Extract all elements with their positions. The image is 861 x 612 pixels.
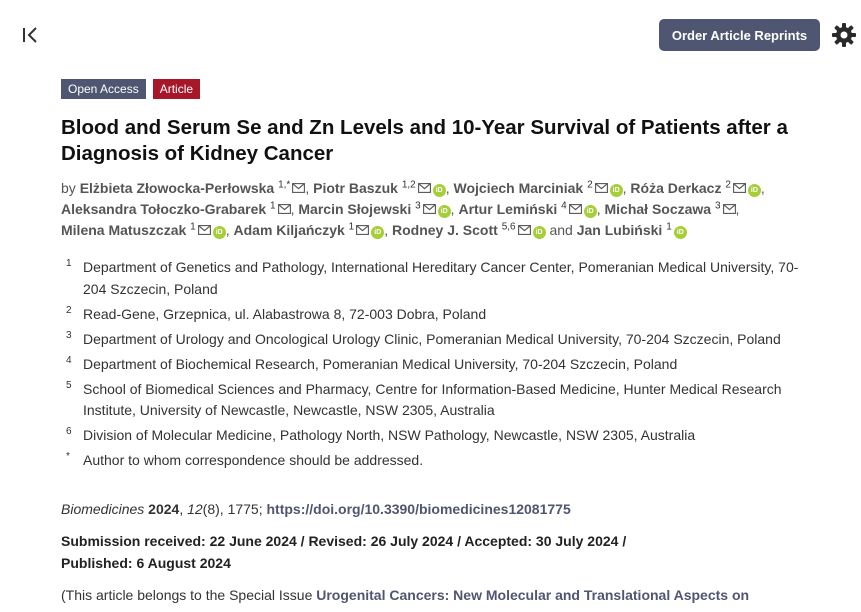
publication-dates: Submission received: 22 June 2024 / Revised: 26 July 2024 / Accepted: 30 July 2024 / Published: 6 August 2024 <box>61 532 627 571</box>
citation-volume: 12 <box>187 500 203 517</box>
doi-link[interactable]: https://doi.org/10.3390/biomedicines12081775 <box>266 500 571 517</box>
affiliation-item <box>66 304 816 326</box>
mail-icon[interactable] <box>723 199 736 220</box>
affiliation-number: 1 <box>66 258 72 269</box>
open-access-badge[interactable]: Open Access <box>61 79 146 99</box>
order-reprints-button[interactable]: Order Article Reprints <box>659 19 820 51</box>
author-affiliation-sup: 1,* <box>278 179 291 191</box>
mail-icon[interactable] <box>423 199 436 220</box>
citation-pages: , 1775; <box>219 500 267 517</box>
affiliation-item <box>66 329 816 351</box>
affiliation-number: 3 <box>66 329 72 341</box>
author-entry <box>605 201 736 217</box>
author-affiliation-sup: 4 <box>561 200 567 212</box>
orcid-icon[interactable]: iD <box>433 184 446 197</box>
affiliation-item <box>66 354 816 376</box>
author-entry <box>630 180 761 196</box>
mail-icon[interactable] <box>733 178 746 199</box>
mail-icon[interactable] <box>569 199 582 220</box>
mail-icon[interactable] <box>198 220 211 241</box>
mail-icon[interactable] <box>518 220 531 241</box>
collapse-left-icon[interactable] <box>20 24 42 46</box>
author-name[interactable]: Marcin Słojewski <box>298 201 412 217</box>
special-issue-prefix: (This article belongs to the Special Issue <box>61 586 317 603</box>
and-label: and <box>549 222 573 238</box>
affiliation-number: * <box>66 451 70 462</box>
author-name[interactable]: Wojciech Marciniak <box>453 180 584 196</box>
affiliation-list <box>61 257 816 472</box>
special-issue-link[interactable]: Urogenital Cancers: New Molecular and Translational Aspects on <box>316 586 750 603</box>
author-affiliation-sup: 1,2 <box>401 179 416 191</box>
affiliation-item <box>66 379 816 422</box>
mail-icon[interactable] <box>278 199 291 220</box>
author-name[interactable]: Milena Matuszczak <box>61 222 187 238</box>
citation-issue: (8) <box>202 500 220 517</box>
orcid-icon[interactable]: iD <box>748 184 761 197</box>
author-name[interactable]: Aleksandra Tołoczko-Grabarek <box>61 201 267 217</box>
author-name[interactable]: Jan Lubiński <box>576 222 663 238</box>
author-name[interactable]: Artur Lemiński <box>458 201 558 217</box>
article-type-badge: Article <box>153 79 200 99</box>
citation-line: Biomedicines 2024, 12(8), 1775; https://doi.org/10.3390/biomedicines12081775 <box>61 500 571 517</box>
author-entry <box>234 222 385 238</box>
author-affiliation-sup: 1 <box>348 221 355 233</box>
article-badges <box>61 79 821 99</box>
affiliation-text: Author to whom correspondence should be addressed. <box>83 452 424 468</box>
author-entry <box>392 222 546 238</box>
affiliation-item <box>66 257 816 300</box>
author-affiliation-sup: 3 <box>415 200 421 212</box>
author-entry <box>61 201 291 217</box>
author-name[interactable]: Michał Soczawa <box>604 201 712 217</box>
author-name[interactable]: Rodney J. Scott <box>392 222 498 238</box>
author-affiliation-sup: 2 <box>725 179 731 191</box>
orcid-icon[interactable]: iD <box>371 226 384 239</box>
author-entry <box>298 201 450 217</box>
affiliation-number: 2 <box>66 304 72 316</box>
author-name[interactable]: Elżbieta Złowocka-Perłowska <box>79 180 275 196</box>
orcid-icon[interactable]: iD <box>584 205 597 218</box>
mail-icon[interactable] <box>595 178 608 199</box>
affiliation-item <box>66 450 816 472</box>
author-affiliation-sup: 3 <box>714 200 721 212</box>
mail-icon[interactable] <box>292 178 305 199</box>
special-issue-note <box>61 587 821 603</box>
author-affiliation-sup: 1 <box>270 200 276 212</box>
affiliation-text: Department of Urology and Oncological Urology Clinic, Pomeranian Medical University, 70-204 Szczecin, Poland <box>83 330 781 347</box>
author-entry <box>80 180 306 196</box>
author-name[interactable]: Adam Kiljańczyk <box>233 222 345 238</box>
mail-icon[interactable] <box>418 178 431 199</box>
journal-name: Biomedicines <box>61 500 145 517</box>
affiliation-number: 6 <box>66 426 72 437</box>
author-name[interactable]: Piotr Baszuk <box>313 180 398 196</box>
article-title: Blood and Serum Se and Zn Levels and 10-Year Survival of Patients after a Diagnosis of Kidney Cancer <box>61 116 788 165</box>
author-list: by Elżbieta Złowocka-Perłowska $^{1,*}$ , Piotr Baszuk $^{1,2}$iD , Wojciech Marciniak $^2$iD , Róża Derkacz $^2$iD , Aleksandra Tołoczko-Grabarek $^1$ , Marcin Słojewski $^3$iD , Artur Lemiński $^4$iD , Michał Soczawa $^3$ , Milena Matuszczak $^1$iD , Adam Kiljańczyk $^1$iD , Rodney J. Scott $^{5,6}$iD and Jan Lubiński $^1$iD <box>61 178 816 241</box>
affiliation-number: 5 <box>66 379 72 391</box>
author-entry <box>577 222 687 238</box>
affiliation-text: Division of Molecular Medicine, Pathology North, NSW Pathology, Newcastle, NSW 2305, Australia <box>83 427 696 443</box>
author-affiliation-sup: 1 <box>666 221 672 233</box>
orcid-icon[interactable]: iD <box>438 205 451 218</box>
author-affiliation-sup: 1 <box>190 221 196 233</box>
orcid-icon[interactable]: iD <box>674 226 687 239</box>
by-label: by <box>61 180 76 196</box>
author-affiliation-sup: 2 <box>587 179 593 191</box>
author-entry <box>313 180 446 196</box>
orcid-icon[interactable]: iD <box>213 226 226 239</box>
affiliation-text: Read-Gene, Grzepnica, ul. Alabastrowa 8, 72-003 Dobra, Poland <box>83 305 487 322</box>
orcid-icon[interactable]: iD <box>610 184 623 197</box>
affiliation-item <box>66 425 816 447</box>
article-header <box>61 79 821 603</box>
affiliation-text: Department of Biochemical Research, Pomeranian Medical University, 70-204 Szczecin, Poland <box>83 355 678 372</box>
gear-icon[interactable] <box>831 22 857 48</box>
affiliation-text: School of Biomedical Sciences and Pharmacy, Centre for Information-Based Medicine, Hunter Medical Research Institute, University of Newcastle, Newcastle, NSW 2305, Australia <box>83 380 782 418</box>
affiliation-text: Department of Genetics and Pathology, International Hereditary Cancer Center, Pomeranian Medical University, 70-204 Szczecin, Poland <box>83 259 799 297</box>
affiliation-number: 4 <box>66 354 72 366</box>
author-entry <box>61 222 226 238</box>
author-entry <box>454 180 623 196</box>
mail-icon[interactable] <box>356 220 369 241</box>
author-entry <box>458 201 596 217</box>
citation-year: 2024 <box>148 500 180 517</box>
orcid-icon[interactable]: iD <box>533 226 546 239</box>
author-affiliation-sup: 5,6 <box>501 221 516 233</box>
author-name[interactable]: Róża Derkacz <box>630 180 722 196</box>
